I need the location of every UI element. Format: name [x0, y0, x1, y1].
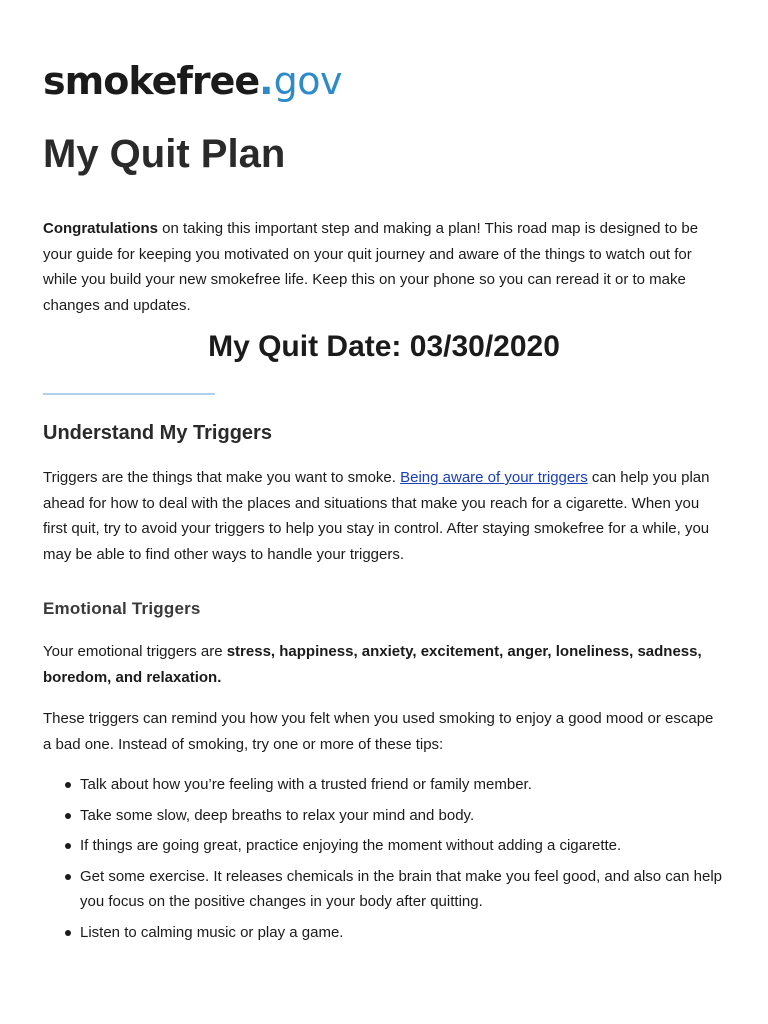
- intro-lead: Congratulations: [43, 220, 158, 237]
- logo-tld: gov: [273, 59, 342, 103]
- bullet-icon: [65, 813, 71, 819]
- page-title: My Quit Plan: [43, 132, 286, 176]
- triggers-awareness-link[interactable]: Being aware of your triggers: [400, 469, 588, 486]
- tips-list: [43, 772, 725, 950]
- list-item: [43, 920, 725, 946]
- logo-dot: .: [259, 59, 274, 103]
- triggers-text-after: can help you plan ahead for how to deal with the places and situations that make you reach for a cigarette. When you first quit, try to avoid your triggers to help you stay in control. After staying smokefree for a while, you may be able to find other ways to handle your triggers.: [43, 469, 710, 563]
- list-item: [43, 833, 725, 859]
- intro-paragraph: [43, 216, 725, 318]
- emotional-triggers-heading: Emotional Triggers: [43, 599, 201, 618]
- bullet-icon: [65, 930, 71, 936]
- tip-text: Listen to calming music or play a game.: [80, 923, 344, 941]
- triggers-text-before: Triggers are the things that make you want to smoke.: [43, 469, 401, 486]
- emotional-lead: Your emotional triggers are: [43, 643, 227, 660]
- triggers-heading: Understand My Triggers: [43, 422, 272, 444]
- emotional-triggers-paragraph: [43, 639, 725, 690]
- tip-text: Talk about how you’re feeling with a trusted friend or family member.: [80, 776, 532, 793]
- triggers-paragraph: [43, 465, 725, 567]
- tip-text: Get some exercise. It releases chemicals in the brain that make you feel good, and also can help you focus on the positive changes in your body after quitting.: [80, 867, 723, 910]
- list-item: [43, 803, 725, 829]
- smokefree-logo[interactable]: [43, 59, 342, 103]
- bullet-icon: [65, 843, 71, 849]
- tip-text: If things are going great, practice enjoying the moment without adding a cigarette.: [80, 837, 622, 854]
- logo-wordmark: smokefree: [43, 59, 260, 103]
- tip-text: Take some slow, deep breaths to relax your mind and body.: [80, 806, 475, 824]
- bullet-icon: [65, 874, 71, 880]
- section-divider: [43, 393, 215, 395]
- list-item: [43, 772, 725, 798]
- tips-intro-paragraph: These triggers can remind you how you felt when you used smoking to enjoy a good mood or escape a bad one. Instead of smoking, try one or more of these tips:: [43, 710, 714, 753]
- intro-text: on taking this important step and making a plan! This road map is designed to be your guide for keeping you motivated on your quit journey and aware of the things to watch out for while you build your new smokefree life. Keep this on your phone so you can reread it or to make changes and updates.: [43, 220, 699, 314]
- quit-date-heading: My Quit Date: 03/30/2020: [208, 330, 560, 363]
- list-item: [43, 864, 725, 915]
- bullet-icon: [65, 782, 71, 788]
- emotional-triggers-list: stress, happiness, anxiety, excitement, anger, loneliness, sadness, boredom, and relaxation.: [43, 643, 702, 686]
